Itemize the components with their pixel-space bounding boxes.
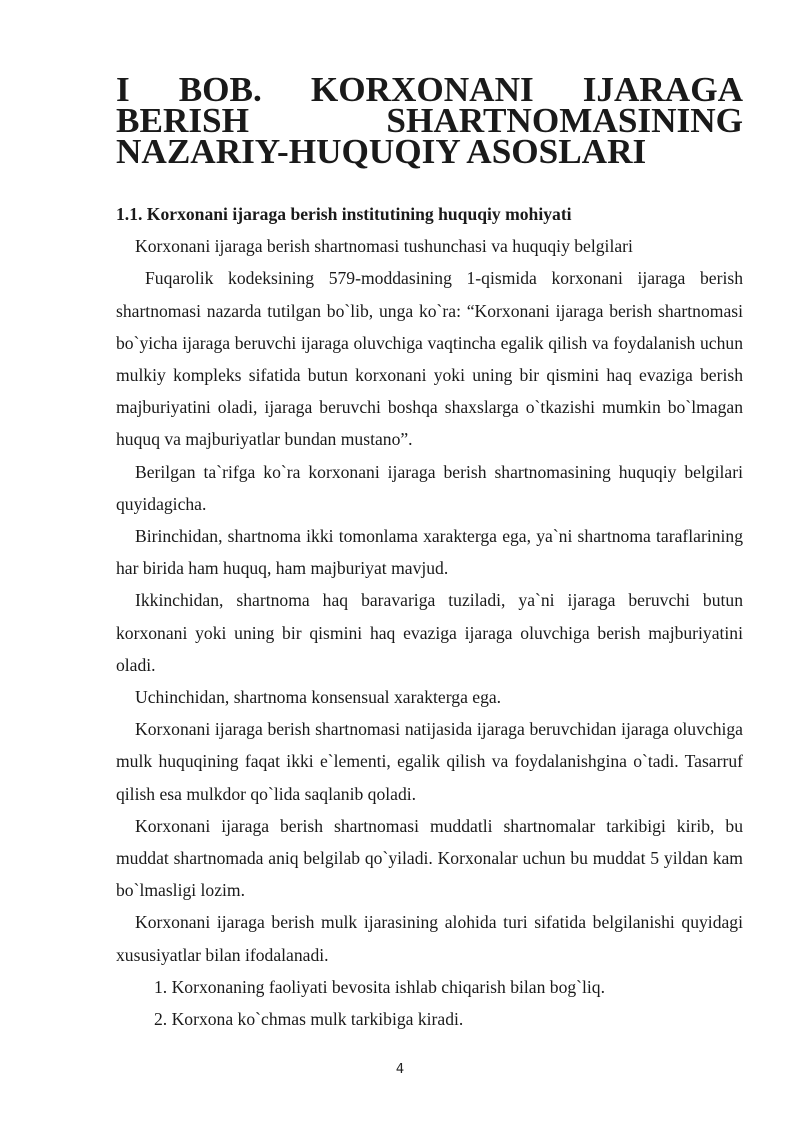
chapter-title-line-1: I BOB. KORXONANI IJARAGA BERISH SHARTNOMASINING — [116, 70, 743, 140]
section-subheading: Korxonani ijaraga berish shartnomasi tushunchasi va huquqiy belgilari — [135, 236, 633, 257]
chapter-title — [116, 70, 743, 171]
paragraph-6: Korxonani ijaraga berish shartnomasi natijasida ijaraga beruvchidan ijaraga oluvchiga mulk huquqining faqat ikki e`lementi, egalik qilish va foydalanishgina o`tadi. Tasarruf qilish esa mulkdor qo`lida saqlanib qoladi. — [116, 719, 743, 804]
page-number: 4 — [395, 1062, 405, 1077]
paragraph-2: Berilgan ta`rifga ko`ra korxonani ijaraga berish shartnomasining huquqiy belgilari quyidagicha. — [116, 461, 743, 514]
list-item-1: 1. Korxonaning faoliyati bevosita ishlab chiqarish bilan bog`liq. — [154, 976, 605, 997]
list-item-2: 2. Korxona ko`chmas mulk tarkibiga kiradi. — [154, 1009, 464, 1030]
paragraph-1: Fuqarolik kodeksining 579-moddasining 1-qismida korxonani ijaraga berish shartnomasi nazarda tutilgan bo`lib, unga ko`ra: “Korxonani ijaraga berish shartnomasi bo`yicha ijaraga beruvchi ijaraga oluvchiga vaqtincha egalik qilish va foydalanish uchun mulkiy kompleks sifatida butun korxonani yoki uning bir qismini haq evaziga berish majburiyatini oladi, ijaraga beruvchi boshqa shaxslarga o`tkazishi mumkin bo`lmagan huquq va majburiyatlar bundan mustano”. — [116, 268, 743, 450]
chapter-title-line-2: NAZARIY-HUQUQIY ASOSLARI — [116, 132, 647, 171]
page-content — [116, 70, 743, 1035]
paragraph-4: Ikkinchidan, shartnoma haq baravariga tuziladi, ya`ni ijaraga beruvchi butun korxonani yoki uning bir qismini haq evaziga ijaraga oluvchiga berish majburiyatini oladi. — [116, 590, 743, 675]
paragraph-7: Korxonani ijaraga berish shartnomasi muddatli shartnomalar tarkibigi kirib, bu muddat shartnomada aniq belgilab qo`yiladi. Korxonalar uchun bu muddat 5 yildan kam bo`lmasligi lozim. — [116, 815, 743, 901]
paragraph-8: Korxonani ijaraga berish mulk ijarasining alohida turi sifatida belgilanishi quyidagi xususiyatlar bilan ifodalanadi. — [116, 912, 743, 965]
paragraph-3: Birinchidan, shartnoma ikki tomonlama xarakterga ega, ya`ni shartnoma taraflarining har birida ham huquq, ham majburiyat mavjud. — [116, 526, 743, 579]
paragraph-5: Uchinchidan, shartnoma konsensual xarakterga ega. — [135, 687, 502, 708]
section-title: 1.1. Korxonani ijaraga berish institutining huquqiy mohiyati — [116, 204, 572, 224]
